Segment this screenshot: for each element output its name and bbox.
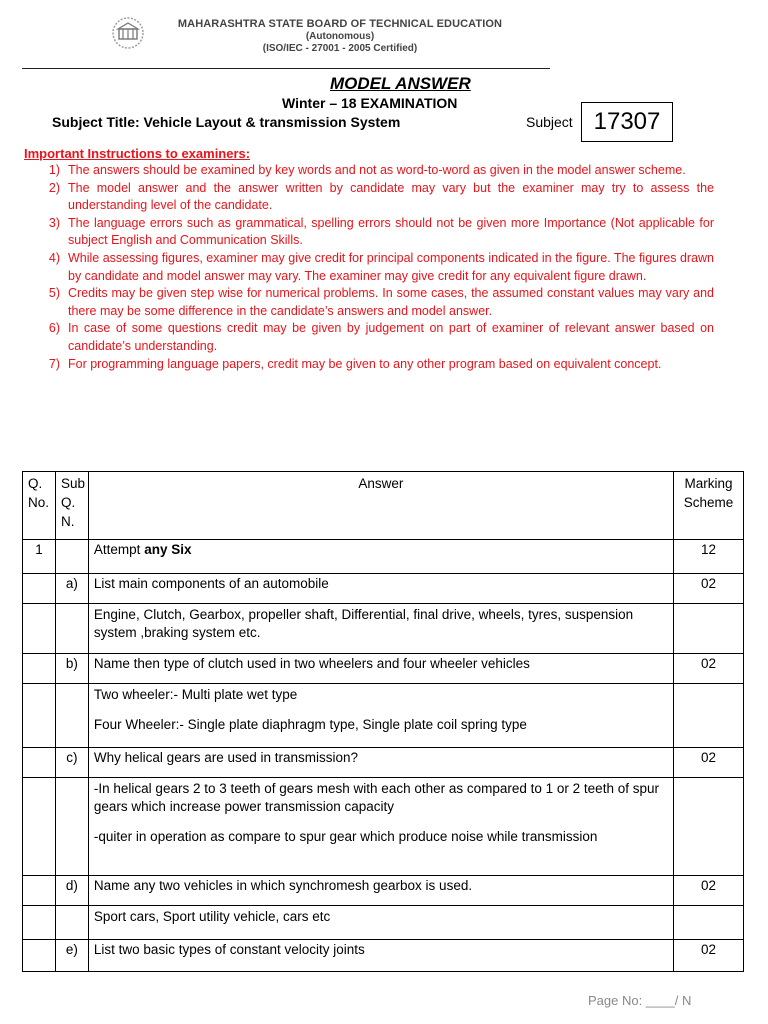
answer-text: Four Wheeler:- Single plate diaphragm type, Single plate coil spring type	[93, 717, 527, 732]
instructions-list	[22, 162, 714, 373]
question-marks: 02	[673, 940, 743, 972]
answer-text: Sport cars, Sport utility vehicle, cars etc	[93, 909, 331, 924]
attempt-count: any Six	[144, 542, 192, 557]
question-marks: 02	[673, 574, 743, 604]
q-number: 1	[23, 540, 56, 574]
sub-q-label: c)	[55, 748, 88, 778]
question-marks: 02	[673, 876, 743, 906]
table-row	[23, 748, 744, 778]
instruction-item	[22, 320, 714, 355]
subject-label: Subject	[526, 114, 573, 130]
header-answer: Answer	[88, 472, 673, 540]
answer-text: -In helical gears 2 to 3 teeth of gears mesh with each other as compared to 1 or 2 teeth of spur gears which increase power transmission capacity	[93, 781, 659, 814]
sub-q-empty	[55, 540, 88, 574]
question-text: Why helical gears are used in transmission?	[88, 748, 673, 778]
question-text: Name then type of clutch used in two wheelers and four wheeler vehicles	[88, 654, 673, 684]
table-row	[23, 540, 744, 574]
instruction-item	[22, 285, 714, 320]
table-row	[23, 940, 744, 972]
instruction-item	[22, 356, 714, 374]
board-logo-icon	[108, 16, 148, 50]
table-header-row	[23, 472, 744, 540]
answer-cell	[88, 778, 673, 876]
answer-table	[22, 471, 744, 972]
instruction-text: For programming language papers, credit may be given to any other program based on equivalent concept.	[68, 356, 662, 371]
answer-text: Two wheeler:- Multi plate wet type	[93, 687, 298, 702]
instruction-text: The model answer and the answer written by candidate may vary but the examiner may try to assess the understanding level of the candidate.	[68, 180, 714, 213]
instruction-number: 4)	[48, 250, 60, 265]
sub-q-label: d)	[55, 876, 88, 906]
answer-text: -quiter in operation as compare to spur gear which produce noise while transmission	[93, 829, 598, 844]
total-marks: 12	[673, 540, 743, 574]
question-text: List two basic types of constant velocity joints	[88, 940, 673, 972]
sub-q-label: b)	[55, 654, 88, 684]
instruction-number: 6)	[48, 321, 60, 336]
page-number: Page No: ____/ N	[588, 993, 692, 1008]
attempt-prefix: Attempt	[93, 542, 145, 557]
question-text: Name any two vehicles in which synchromesh gearbox is used.	[88, 876, 673, 906]
board-name: MAHARASHTRA STATE BOARD OF TECHNICAL EDUCATION	[177, 18, 503, 30]
answer-text: Engine, Clutch, Gearbox, propeller shaft, Differential, final drive, wheels, tyres, suspension system ,braking system etc.	[93, 607, 634, 640]
answer-cell	[88, 684, 673, 748]
instruction-item	[22, 162, 714, 180]
header-q-no: Q. No.	[23, 472, 56, 540]
sub-q-label: a)	[55, 574, 88, 604]
instruction-number: 7)	[48, 356, 60, 371]
subject-title: Subject Title: Vehicle Layout & transmission System	[52, 114, 401, 130]
instruction-text: Credits may be given step wise for numerical problems. In some cases, the assumed constant values may vary and there may be some difference in the candidate’s answers and model answer.	[68, 286, 714, 318]
question-text: List main components of an automobile	[88, 574, 673, 604]
table-row	[23, 654, 744, 684]
attempt-instruction	[88, 540, 673, 574]
instructions-heading: Important Instructions to examiners:	[24, 146, 251, 161]
page-header	[0, 0, 768, 72]
answer-cell	[88, 906, 673, 940]
subject-code: 17307	[581, 102, 673, 142]
board-iso: (ISO/IEC - 27001 - 2005 Certified)	[262, 43, 418, 54]
instruction-number: 5)	[48, 286, 60, 301]
table-row	[23, 906, 744, 940]
question-marks: 02	[673, 748, 743, 778]
table-row	[23, 876, 744, 906]
table-row	[23, 684, 744, 748]
instruction-text: In case of some questions credit may be given by judgement on part of examiner of relevant answer based on candidate’s understanding.	[68, 321, 714, 353]
instruction-text: The answers should be examined by key words and not as word-to-word as given in the model answer scheme.	[68, 163, 686, 177]
sub-q-label: e)	[55, 940, 88, 972]
table-row	[23, 604, 744, 654]
header-rule	[22, 68, 550, 69]
header-marking-scheme: Marking Scheme	[673, 472, 743, 540]
instruction-text: The language errors such as grammatical, spelling errors should not be given more Importance (Not applicable for subject English and Communication Skills.	[68, 215, 714, 248]
instruction-text: While assessing figures, examiner may give credit for principal components indicated in the figure. The figures drawn by candidate and model answer may vary. The examiner may give credit for any equivalent figure drawn.	[68, 250, 714, 283]
table-row	[23, 778, 744, 876]
board-name-block	[160, 18, 520, 54]
board-autonomous: (Autonomous)	[305, 31, 375, 42]
instruction-number: 1)	[48, 163, 60, 177]
model-answer-title: MODEL ANSWER	[330, 74, 471, 93]
question-marks: 02	[673, 654, 743, 684]
instructions	[22, 146, 714, 373]
instruction-item	[22, 180, 714, 215]
answer-cell	[88, 604, 673, 654]
instruction-item	[22, 250, 714, 285]
instruction-number: 3)	[48, 215, 60, 230]
header-sub-q: Sub Q. N.	[55, 472, 88, 540]
instruction-item	[22, 215, 714, 250]
instruction-number: 2)	[48, 180, 60, 195]
table-row	[23, 574, 744, 604]
exam-title: Winter – 18 EXAMINATION	[282, 95, 458, 111]
